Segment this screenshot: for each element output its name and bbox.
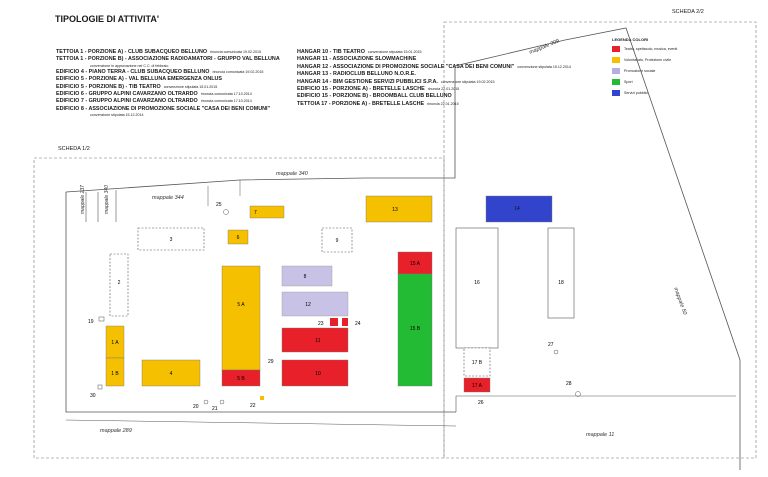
building-16-label: 16: [474, 280, 480, 286]
marker-19: 19: [88, 319, 94, 325]
marker-29: 29: [268, 359, 274, 365]
marker-21: 21: [212, 406, 218, 412]
marker-20: 20: [193, 404, 199, 410]
activity-label: HANGAR 13 - RADIOCLUB BELLUNO N.O.R.E.: [297, 71, 416, 78]
building-10-label: 10: [315, 371, 321, 377]
activity-label: EDIFICIO 5 - PORZIONE A) - VAL BELLUNA EMERGENZA ONLUS: [56, 76, 223, 83]
marker-23: 23: [318, 321, 324, 327]
building-3-label: 3: [169, 237, 173, 243]
activity-note: convenzione stipulata 15.01.2015: [163, 84, 218, 89]
parcel-309-label: mappale 309: [528, 38, 561, 56]
activity-label: HANGAR 12 - ASSOCIAZIONE DI PROMOZIONE SOCIALE "CASA DEI BENI COMUNI": [297, 63, 515, 70]
building-12: [282, 292, 348, 316]
building-18: [548, 228, 574, 318]
legend-label: Promozione sociale: [624, 69, 656, 73]
parcel-340-left-label: mappale 340: [104, 185, 110, 214]
building-11-label: 11: [315, 338, 321, 344]
activity-label: EDIFICIO 5 - PORZIONE B) - TIB TEATRO: [56, 83, 161, 90]
activity-label: EDIFICIO 4 - PIANO TERRA - CLUB SUBACQUEO BELLUNO: [56, 68, 210, 75]
parcel-50-label: mappale 50: [672, 286, 688, 316]
legend-label: Servizi pubblici: [624, 91, 648, 95]
building-14-label: 14: [514, 206, 520, 212]
activity-note: rinuncia comunicata 17.10.2014: [200, 99, 252, 104]
building-8: [282, 266, 332, 286]
page-title: TIPOLOGIE DI ATTIVITA': [55, 14, 159, 24]
building-1a-label: 1 A: [111, 340, 119, 346]
activity-note: convenzione stipulata 15.01.2015: [367, 50, 422, 54]
legend-label: Volontariato, Protezione civile: [624, 58, 672, 62]
marker-24: 24: [355, 321, 361, 327]
boundary-south-east: [456, 396, 736, 412]
marker-24-box: [342, 318, 348, 326]
scheda-1-label: SCHEDA 1/2: [58, 146, 90, 152]
activity-label: EDIFICIO 15 - PORZIONE B) - BROOMBALL CLUB BELLUNO: [297, 93, 452, 100]
activity-label: EDIFICIO 8 - ASSOCIAZIONE DI PROMOZIONE SOCIALE "CASA DEI BENI COMUNI": [56, 105, 271, 112]
activity-label: EDIFICIO 7 - GRUPPO ALPINI CAVARZANO OLTRARDO: [56, 98, 198, 105]
activity-label: TETTOIA 1 - PORZIONE B) - ASSOCIAZIONE RADIOAMATORI - GRUPPO VAL BELLUNA: [56, 56, 280, 63]
building-2-label: 2: [117, 280, 121, 286]
parcel-344-label: mappale 344: [152, 195, 184, 201]
building-17a-label: 17 A: [471, 383, 483, 389]
building-1b-label: 1 B: [111, 371, 119, 377]
building-17b-label: 17 B: [471, 360, 483, 366]
parcel-237-label: mappale 237: [80, 185, 86, 214]
activity-note: convenzione stipulata 15.12.2014: [517, 64, 571, 69]
activity-subnote: convenzione stipulata 15.12.2014: [90, 113, 144, 118]
building-9-label: 9: [335, 238, 339, 244]
building-12-label: 12: [305, 302, 311, 308]
building-5b-label: 5 B: [237, 376, 245, 382]
activity-label: TETTOIA 1 - PORZIONE A) - CLUB SUBACQUEO BELLUNO: [56, 49, 208, 55]
parcel-289-label: mappale 289: [100, 428, 132, 434]
activity-label: HANGAR 14 - BIM GESTIONE SERVIZI PUBBLICI S.P.A.: [297, 78, 438, 85]
legend-title: LEGENDA COLORI: [612, 37, 649, 42]
parcel-11-label: mappale 11: [586, 432, 615, 438]
marker-30: 30: [90, 393, 96, 399]
activity-label: HANGAR 10 - TIB TEATRO: [297, 49, 365, 55]
building-13: [366, 196, 432, 222]
building-7-label: 7: [254, 210, 257, 216]
legend-label: Sport: [624, 80, 633, 84]
activity-note: convenzione stipulata 19.02.2015: [440, 79, 495, 84]
building-8-label: 8: [303, 274, 307, 280]
activity-label: HANGAR 11 - ASSOCIAZIONE SLOWMACHINE: [297, 56, 417, 63]
activity-label: EDIFICIO 6 - GRUPPO ALPINI CAVARZANO OLTRARDO: [56, 91, 198, 98]
marker-26: 26: [478, 400, 484, 406]
activity-label: EDIFICIO 15 - PORZIONE A) - BRETELLE LASCHE: [297, 86, 425, 93]
activity-note: rinuncia comunicata 19.02.2015: [210, 50, 261, 54]
activity-label: TETTOIA 17 - PORZIONE A) - BRETELLE LASCHE: [297, 100, 425, 107]
activity-note: rinuncia 22.01.2015: [427, 87, 460, 92]
building-13-label: 13: [392, 207, 398, 213]
activity-note: rinuncia comunicata 17.10.2014: [200, 92, 252, 97]
marker-27: 27: [548, 342, 554, 348]
parcel-340-top-label: mappale 340: [276, 171, 308, 177]
marker-25: 25: [216, 202, 222, 208]
building-4-label: 4: [169, 371, 173, 377]
marker-28: 28: [566, 381, 572, 387]
scheda-2-label: SCHEDA 2/2: [672, 9, 704, 15]
marker-22: 22: [250, 403, 256, 409]
activity-note: rinuncia comunicata 19.02.2015: [212, 69, 264, 74]
building-15a-label: 15 A: [409, 261, 421, 267]
activity-subnote: convenzione in approvazione nel C.C. di febbraio: [90, 63, 169, 68]
building-5a-label: 5 A: [237, 302, 245, 308]
legend-label: Teatro, spettacolo, musica, eventi: [624, 47, 678, 51]
activity-note: rinuncia 22.01.2015: [427, 101, 459, 106]
building-15b-label: 15 B: [409, 326, 421, 332]
building-6-label: 6: [236, 235, 240, 241]
building-16: [456, 228, 498, 348]
building-5a: [222, 266, 260, 370]
building-18-label: 18: [558, 280, 564, 286]
marker-23-box: [330, 318, 338, 326]
